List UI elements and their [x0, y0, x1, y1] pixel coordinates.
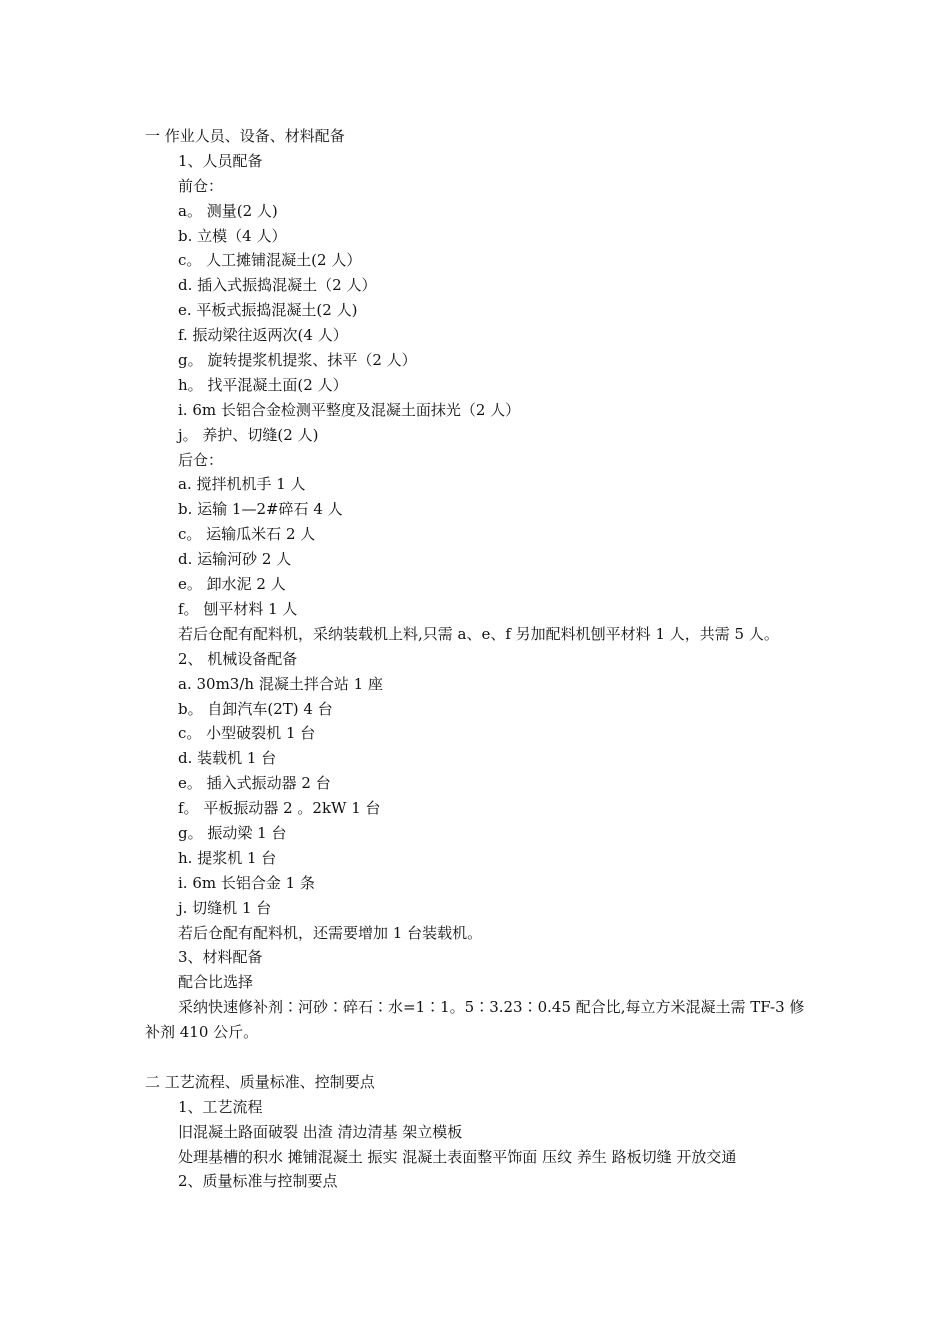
list-item: b. 立模（4 人）	[178, 226, 287, 245]
equipment-heading: 2、 机械设备配备	[178, 649, 298, 668]
list-item: c。 小型破裂机 1 台	[178, 724, 316, 743]
list-item: f。 平板振动器 2 。2kW 1 台	[178, 799, 381, 818]
list-item: i. 6m 长铝合金检测平整度及混凝土面抹光（2 人）	[178, 400, 521, 419]
list-item: b。 自卸汽车(2T) 4 台	[178, 699, 333, 718]
paragraph-gap	[145, 1045, 810, 1070]
list-item: d. 运输河砂 2 人	[178, 550, 292, 569]
mix-ratio-note: 采纳快速修补剂∶河砂∶碎石∶水=1∶1。5∶3.23∶0.45 配合比,每立方米混凝土需 TF-3 修补剂 410 公斤。	[145, 998, 805, 1042]
process-flow-line-1: 旧混凝土路面破裂 出渣 清边清基 架立模板	[178, 1122, 463, 1141]
list-item: h。 找平混凝土面(2 人）	[178, 375, 348, 394]
list-item: b. 运输 1—2#碎石 4 人	[178, 500, 343, 519]
list-item: e。 插入式振动器 2 台	[178, 774, 331, 793]
section-1-title: 一 作业人员、设备、材料配备	[145, 127, 345, 145]
equipment-note: 若后仓配有配料机，还需要增加 1 台装载机。	[178, 923, 483, 942]
list-item: h. 提浆机 1 台	[178, 848, 277, 867]
list-item: e。 卸水泥 2 人	[178, 575, 286, 594]
list-item: f. 振动梁往返两次(4 人）	[178, 326, 348, 345]
document-body	[145, 124, 810, 1194]
list-item: g。 振动梁 1 台	[178, 823, 287, 842]
list-item: a. 30m3/h 混凝土拌合站 1 座	[178, 674, 383, 693]
list-item: f。 刨平材料 1 人	[178, 599, 298, 618]
personnel-heading: 1、人员配备	[178, 151, 263, 170]
list-item: j. 切缝机 1 台	[178, 898, 272, 917]
list-item: j。 养护、切缝(2 人)	[178, 425, 319, 444]
back-bin-label: 后仓：	[178, 450, 224, 469]
list-item: d. 插入式振捣混凝土（2 人）	[178, 276, 377, 295]
personnel-note: 若后仓配有配料机，采纳装载机上料,只需 a、e、f 另加配料机刨平材料 1 人，共需 5 人。	[178, 624, 779, 643]
list-item: c。 人工摊铺混凝土(2 人）	[178, 251, 362, 270]
mix-ratio-subheading: 配合比选择	[178, 973, 254, 992]
list-item: c。 运输瓜米石 2 人	[178, 525, 316, 544]
materials-heading: 3、材料配备	[178, 948, 263, 967]
list-item: i. 6m 长铝合金 1 条	[178, 873, 315, 892]
quality-heading: 2、质量标准与控制要点	[178, 1172, 338, 1191]
front-bin-label: 前仓：	[178, 176, 224, 195]
list-item: g。 旋转提浆机提浆、抹平（2 人）	[178, 351, 417, 370]
process-flow-line-2: 处理基槽的积水 摊铺混凝土 振实 混凝土表面整平饰面 压纹 养生 路板切缝 开放交通	[178, 1147, 737, 1166]
list-item: a。 测量(2 人)	[178, 201, 278, 220]
process-heading: 1、工艺流程	[178, 1097, 263, 1116]
list-item: e. 平板式振捣混凝土(2 人)	[178, 301, 358, 320]
list-item: d. 装载机 1 台	[178, 749, 277, 768]
list-item: a. 搅拌机机手 1 人	[178, 475, 306, 494]
section-2-title: 二 工艺流程、质量标准、控制要点	[145, 1072, 375, 1091]
